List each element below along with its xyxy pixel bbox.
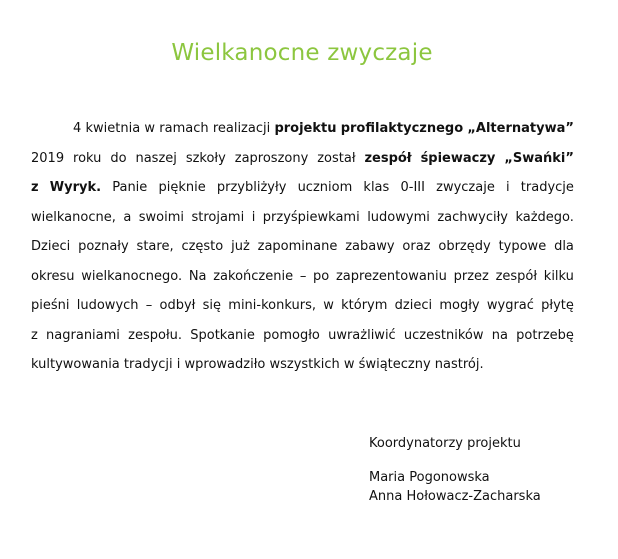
word: zespołu. [128, 327, 183, 343]
word: swoimi [138, 209, 184, 225]
word: strojami [191, 209, 245, 225]
word: przybliżyły [216, 180, 287, 195]
word: został [317, 150, 356, 166]
text-line [31, 180, 574, 210]
text-line [31, 328, 574, 358]
word: w [144, 121, 156, 136]
word: Wyryk. [49, 180, 102, 195]
word: wielkanocne, [31, 209, 116, 225]
word: Na [188, 268, 207, 284]
word: się [202, 298, 222, 313]
text-line [31, 269, 574, 299]
text-line [31, 121, 574, 151]
word: na [491, 327, 508, 343]
word: Panie [112, 180, 148, 195]
word: zaproszony [234, 150, 309, 166]
text-line [31, 357, 574, 387]
word: zespół [495, 268, 538, 284]
word: projektu [274, 121, 337, 136]
word: często [181, 239, 224, 254]
word: typowe [498, 239, 547, 254]
word: nagraniami [46, 327, 120, 343]
word: roku [73, 150, 102, 166]
word: z [31, 180, 39, 195]
word: tradycje [520, 180, 574, 195]
word: pomogło [263, 327, 320, 343]
word: z [31, 327, 38, 343]
word: którym [341, 298, 388, 313]
word: w [323, 298, 334, 313]
text-line [31, 210, 574, 240]
word: po [313, 268, 330, 284]
word: szkoły [185, 150, 226, 166]
article-body [31, 121, 574, 387]
text-line [31, 298, 574, 328]
word: poznały [78, 239, 129, 254]
word: dla [554, 239, 574, 254]
signature-role: Koordynatorzy projektu [369, 436, 521, 451]
word: wielkanocnego. [81, 268, 183, 284]
text-line [31, 239, 574, 269]
word: zakończenie [213, 268, 294, 284]
word: Dzieci [31, 239, 71, 254]
word: odbył [159, 298, 196, 313]
word: przyśpiewkami [262, 209, 360, 225]
word: kwietnia [85, 121, 141, 136]
word: dzieci [394, 298, 433, 313]
word: pięknie [158, 180, 206, 195]
word: 0-III [400, 180, 425, 195]
word: zapominane [257, 239, 338, 254]
word: przez [453, 268, 489, 284]
word: zaprezentowaniu [335, 268, 447, 284]
word: mini-konkurs, [228, 298, 316, 313]
word: – [145, 298, 153, 313]
word: zespół [364, 150, 412, 166]
word: 2019 [31, 150, 65, 166]
word: wygrać [486, 298, 534, 313]
word: i [506, 180, 510, 195]
word: pieśni [31, 298, 70, 313]
word: ludowymi [367, 209, 430, 225]
word: każdego. [515, 209, 574, 225]
word: do [110, 150, 127, 166]
signature-name: Maria Pogonowska [369, 470, 490, 485]
word: a [123, 209, 132, 225]
word: naszej [135, 150, 177, 166]
word: stare, [136, 239, 174, 254]
word: kultywowania tradycji i wprowadziło wszystkich w świąteczny nastrój. [31, 357, 484, 372]
word: zwyczaje [436, 180, 495, 195]
word: oraz [402, 239, 431, 254]
word: zabawy [345, 239, 395, 254]
word: „Swańki” [504, 150, 574, 166]
word: kilku [543, 268, 574, 284]
word: realizacji [212, 121, 271, 136]
word: potrzebę [516, 327, 574, 343]
word: okresu [31, 268, 75, 284]
word: ludowych [76, 298, 139, 313]
word: już [231, 239, 250, 254]
word: profilaktycznego [340, 121, 464, 136]
word: klas [363, 180, 390, 195]
word: płytę [541, 298, 574, 313]
word: uczestników [403, 327, 484, 343]
word: Spotkanie [190, 327, 255, 343]
word: „Alternatywa” [467, 121, 574, 136]
word: uczniom [297, 180, 353, 195]
page-title: Wielkanocne zwyczaje [171, 40, 433, 66]
text-line [31, 151, 574, 181]
signature-name: Anna Hołowacz-Zacharska [369, 489, 541, 504]
word: obrzędy [438, 239, 491, 254]
word: mogły [439, 298, 480, 313]
signature-block [369, 436, 541, 506]
word: – [299, 268, 307, 284]
word: ramach [159, 121, 209, 136]
word: śpiewaczy [420, 150, 496, 166]
word: uwrażliwić [328, 327, 396, 343]
word: i [251, 209, 256, 225]
word: zachwyciły [437, 209, 508, 225]
word: 4 [73, 121, 82, 136]
